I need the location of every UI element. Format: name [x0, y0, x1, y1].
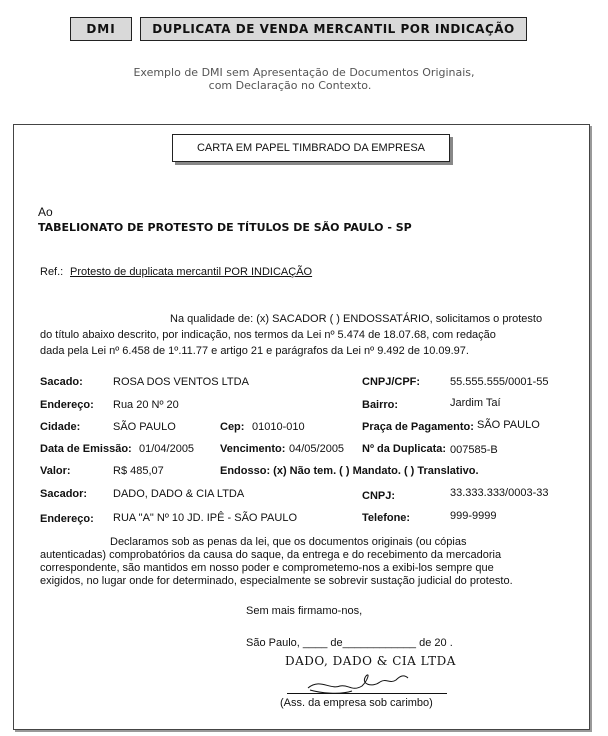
- dmi-tag: DMI: [70, 17, 132, 41]
- endereco2-label: Endereço:: [40, 513, 94, 525]
- cidade-value: SÃO PAULO: [113, 421, 176, 433]
- declaration-line3: correspondente, são mantidos em nosso poder e comprometemo-nos a exibi-los sempre que: [40, 562, 494, 574]
- cnpj-cpf-value: 55.555.555/0001-55: [450, 376, 549, 388]
- addressee-to: Ao: [38, 205, 53, 219]
- sacador-label: Sacador:: [40, 488, 88, 500]
- endereco-label: Endereço:: [40, 399, 94, 411]
- signature-line: [287, 693, 447, 694]
- date-line: São Paulo, ____ de____________ de 20 .: [246, 637, 453, 649]
- declaration-line2: autenticadas) comprobatórios da causa do saque, da entrega e do recebimento da mercadoria: [40, 549, 502, 561]
- declaration-line4: exigidos, no lugar onde for determinado, especialmente se sobrevir sustação judicial do protesto.: [40, 575, 513, 587]
- ref-text: Protesto de duplicata mercantil POR INDICAÇÃO: [70, 266, 313, 278]
- subtitle-line2: com Declaração no Contexto.: [208, 79, 372, 92]
- cnpj-label: CNPJ:: [362, 490, 396, 502]
- emissao-label: Data de Emissão:: [40, 443, 132, 455]
- intro-line2: do título abaixo descrito, por indicação, nos termos da Lei nº 5.474 de 18.07.68, com redação: [40, 329, 496, 341]
- vencimento-value: 04/05/2005: [289, 443, 345, 455]
- valor-value: R$ 485,07: [113, 465, 164, 477]
- cidade-label: Cidade:: [40, 421, 81, 433]
- company-stamp: DADO, DADO & CIA LTDA: [285, 654, 456, 668]
- sacador-value: DADO, DADO & CIA LTDA: [113, 488, 245, 500]
- signature-caption: (Ass. da empresa sob carimbo): [280, 697, 433, 709]
- intro-line1: Na qualidade de: (x) SACADOR ( ) ENDOSSATÁRIO, solicitamos o protesto: [170, 313, 543, 325]
- document-title: DUPLICATA DE VENDA MERCANTIL POR INDICAÇÃO: [140, 17, 527, 41]
- endereco-value: Rua 20 Nº 20: [113, 399, 179, 411]
- praca-value: SÃO PAULO: [477, 419, 540, 431]
- sacado-label: Sacado:: [40, 376, 83, 388]
- cnpj-value: 33.333.333/0003-33: [450, 487, 549, 499]
- ref-label: Ref.:: [40, 266, 64, 278]
- duplicata-label: Nº da Duplicata:: [362, 443, 447, 455]
- cnpj-cpf-label: CNPJ/CPF:: [362, 376, 421, 388]
- vencimento-label: Vencimento:: [220, 443, 286, 455]
- valor-label: Valor:: [40, 465, 71, 477]
- cep-value: 01010-010: [252, 421, 305, 433]
- recipient: TABELIONATO DE PROTESTO DE TÍTULOS DE SÃO PAULO - SP: [38, 221, 412, 234]
- endereco2-value: RUA "A" Nº 10 JD. IPÊ - SÃO PAULO: [113, 512, 298, 524]
- subtitle-line1: Exemplo de DMI sem Apresentação de Documentos Originais,: [133, 66, 475, 79]
- letterhead-box: CARTA EM PAPEL TIMBRADO DA EMPRESA: [172, 134, 450, 162]
- bairro-value: Jardim Taí: [450, 397, 501, 409]
- endosso-text: Endosso: (x) Não tem. ( ) Mandato. ( ) Translativo.: [220, 465, 479, 477]
- sacado-value: ROSA DOS VENTOS LTDA: [113, 376, 249, 388]
- duplicata-value: 007585-B: [450, 444, 498, 456]
- declaration-line1: Declaramos sob as penas da lei, que os documentos originais (ou cópias: [110, 536, 467, 548]
- closing: Sem mais firmamo-nos,: [246, 605, 363, 617]
- emissao-value: 01/04/2005: [139, 443, 195, 455]
- bairro-label: Bairro:: [362, 399, 399, 411]
- intro-line3: dada pela Lei nº 6.458 de 1º.11.77 e artigo 21 e parágrafos da Lei nº 9.492 de 10.09.97.: [40, 345, 469, 357]
- cep-label: Cep:: [220, 421, 245, 433]
- telefone-value: 999-9999: [450, 510, 497, 522]
- praca-label: Praça de Pagamento:: [362, 421, 474, 433]
- signature-scribble: [300, 666, 430, 696]
- telefone-label: Telefone:: [362, 512, 411, 524]
